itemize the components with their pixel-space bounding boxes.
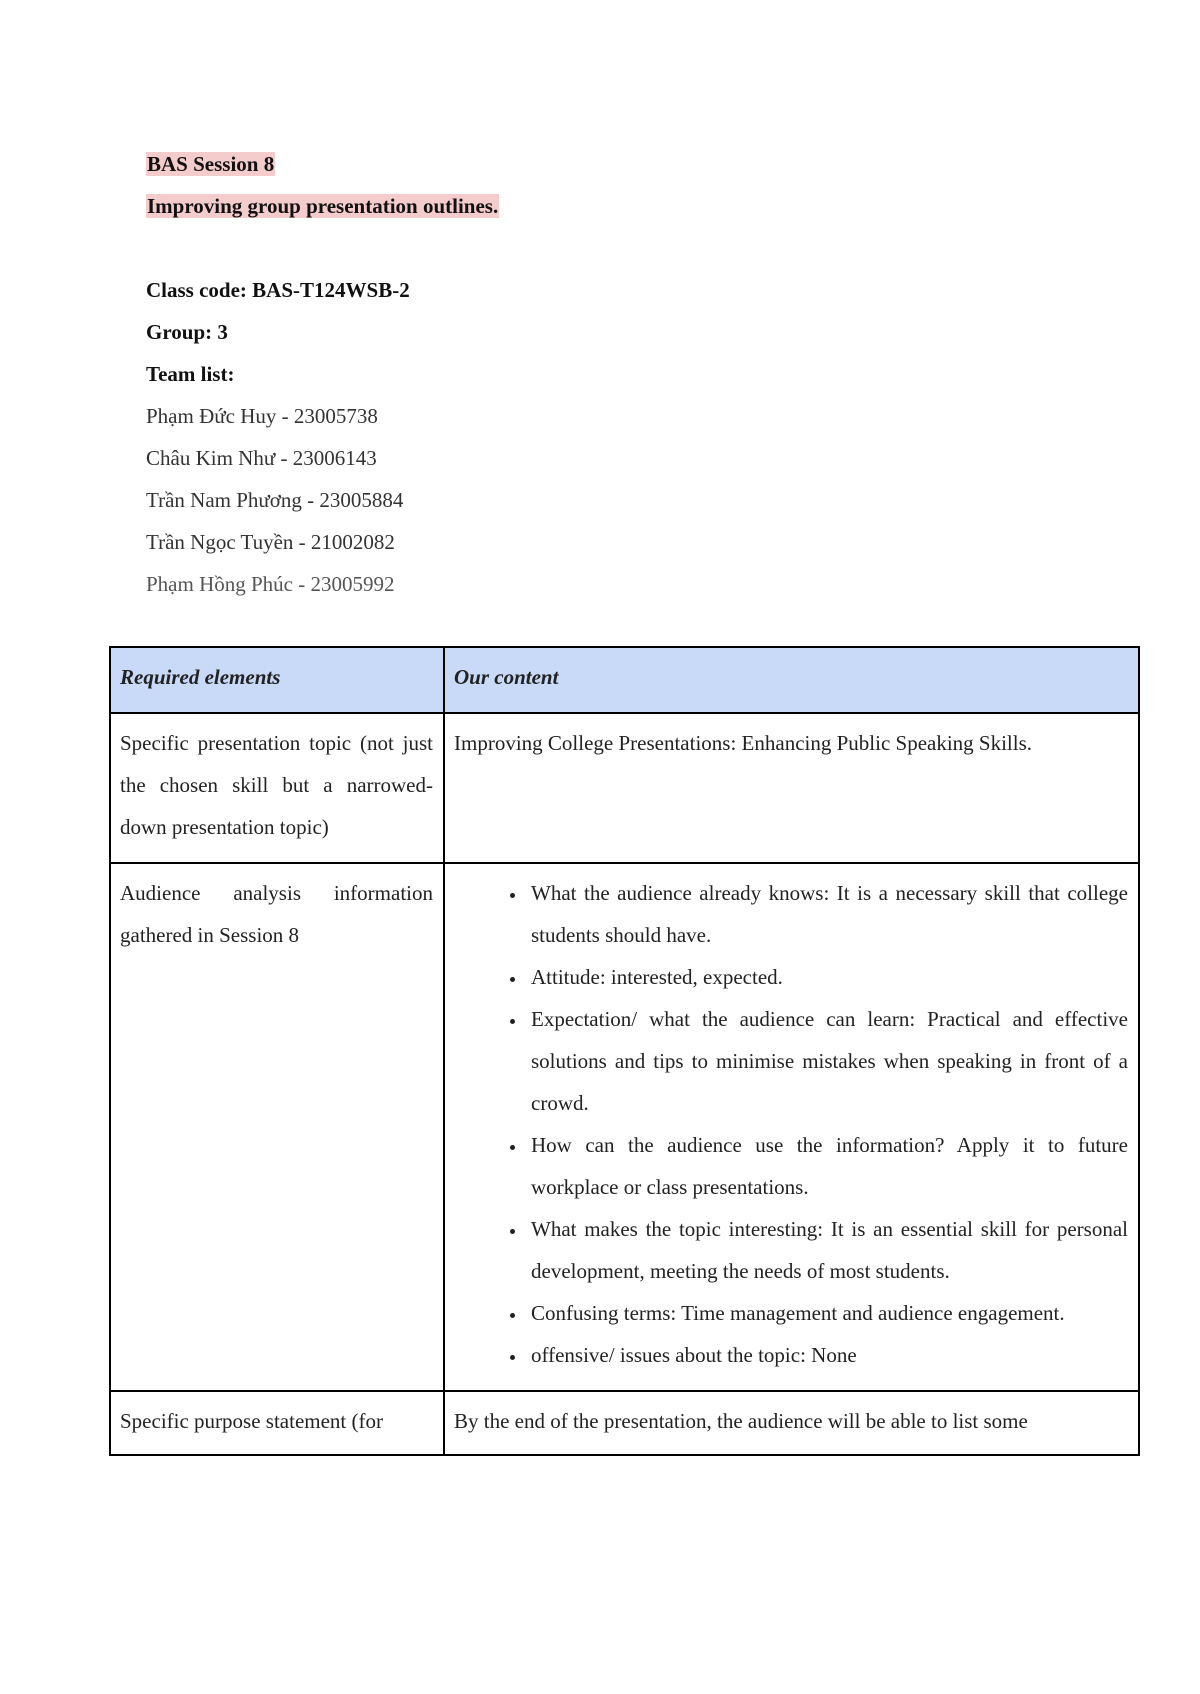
required-element-cell: Specific presentation topic (not just the chosen skill but a narrowed-down presentation topic) xyxy=(110,713,444,863)
team-member: Trần Nam Phương - 23005884 xyxy=(146,488,404,512)
document-header xyxy=(146,143,499,605)
team-member: Phạm Hồng Phúc - 23005992 xyxy=(146,572,395,596)
list-item: • What makes the topic interesting: It is an essential skill for personal development, meeting the needs of most students. xyxy=(527,1208,1128,1292)
list-item: • What the audience already knows: It is a necessary skill that college students should have. xyxy=(527,872,1128,956)
content-cell: By the end of the presentation, the audience will be able to list some xyxy=(444,1391,1139,1455)
content-cell xyxy=(444,863,1139,1391)
team-list-label: Team list: xyxy=(146,362,235,386)
required-element-cell: Audience analysis information gathered in Session 8 xyxy=(110,863,444,1391)
team-member: Trần Ngọc Tuyền - 21002082 xyxy=(146,530,395,554)
table-header-row xyxy=(110,647,1139,713)
list-item: • Attitude: interested, expected. xyxy=(527,956,1128,998)
outline-table xyxy=(109,646,1140,1456)
list-item: • offensive/ issues about the topic: None xyxy=(527,1334,1128,1376)
list-item: • Confusing terms: Time management and audience engagement. xyxy=(527,1292,1128,1334)
table-row xyxy=(110,713,1139,863)
list-item: • Expectation/ what the audience can learn: Practical and effective solutions and tips to minimise mistakes when speaking in front of a crowd. xyxy=(527,998,1128,1124)
list-item: • How can the audience use the information? Apply it to future workplace or class presentations. xyxy=(527,1124,1128,1208)
team-member: Phạm Đức Huy - 23005738 xyxy=(146,404,378,428)
content-cell: Improving College Presentations: Enhancing Public Speaking Skills. xyxy=(444,713,1139,863)
required-element-cell: Specific purpose statement (for xyxy=(110,1391,444,1455)
document-subtitle: Improving group presentation outlines. xyxy=(147,194,499,218)
column-header-our-content: Our content xyxy=(444,647,1139,713)
class-code: Class code: BAS-T124WSB-2 xyxy=(146,278,410,302)
group-number: Group: 3 xyxy=(146,320,228,344)
column-header-required-elements: Required elements xyxy=(110,647,444,713)
audience-analysis-list xyxy=(454,872,1128,1376)
session-title: BAS Session 8 xyxy=(147,152,275,176)
table-row xyxy=(110,863,1139,1391)
table-row xyxy=(110,1391,1139,1455)
team-member: Châu Kim Như - 23006143 xyxy=(146,446,377,470)
